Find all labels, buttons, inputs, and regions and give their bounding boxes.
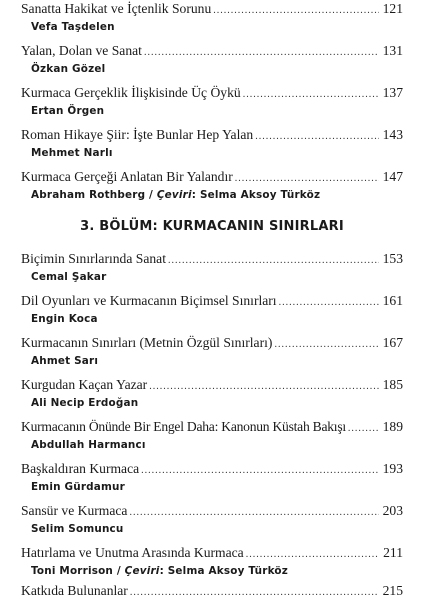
toc-entry-page: 153 (382, 251, 403, 266)
toc-entry-author: Cemal Şakar (31, 271, 107, 283)
toc-entry-title: Sansür ve Kurmaca (21, 503, 128, 518)
toc-entry (21, 168, 403, 210)
author-name: Toni Morrison / (31, 565, 125, 577)
toc-part-2 (21, 0, 403, 210)
toc-entry-title: Katkıda Bulunanlar (21, 583, 128, 598)
toc-entry-page: 143 (382, 127, 403, 142)
toc-entry-page: 211 (383, 545, 403, 560)
toc-entry-author: Emin Gürdamur (31, 481, 125, 493)
toc-entry-author: Vefa Taşdelen (31, 21, 115, 33)
toc-entry-author: Ali Necip Erdoğan (31, 397, 139, 409)
toc-entry-page: 121 (382, 1, 403, 16)
toc-entry (21, 334, 403, 376)
toc-entry-author (21, 188, 403, 202)
toc-entry-author (21, 564, 403, 578)
toc-entry-page: 193 (382, 461, 403, 476)
dot-leader (168, 252, 379, 270)
dot-leader (129, 504, 379, 522)
dot-leader (144, 44, 379, 62)
toc-entry (21, 42, 403, 84)
dot-leader (243, 86, 379, 104)
dot-leader (141, 462, 379, 480)
toc-entry-title: Kurmaca Gerçeği Anlatan Bir Yalandır (21, 169, 233, 184)
toc-entry-title: Kurmacanın Sınırları (Metnin Özgül Sınırları) (21, 335, 273, 350)
dot-leader (246, 546, 379, 564)
dot-leader (255, 128, 379, 146)
toc-entry-page: 203 (382, 503, 403, 518)
dot-leader (274, 336, 379, 354)
dot-leader (279, 294, 379, 312)
author-name: Abraham Rothberg / (31, 189, 157, 201)
translator-name: : Selma Aksoy Türköz (191, 189, 321, 201)
dot-leader (130, 584, 379, 602)
toc-contributors (21, 582, 403, 600)
toc-entry-page: 147 (382, 169, 403, 184)
toc-entry (21, 460, 403, 502)
toc-entry-author: Özkan Gözel (31, 63, 106, 75)
toc-part-3 (21, 250, 403, 586)
toc-entry-page: 185 (382, 377, 403, 392)
dot-leader (149, 378, 379, 396)
toc-entry-title: Kurmaca Gerçeklik İlişkisinde Üç Öykü (21, 85, 241, 100)
translation-label: Çeviri (124, 565, 160, 577)
toc-entry-author: Abdullah Harmancı (31, 439, 146, 451)
toc-entry (21, 544, 403, 586)
toc-entry (21, 250, 403, 292)
toc-entry-page: 189 (382, 419, 403, 434)
toc-entry (21, 418, 403, 460)
toc-entry (21, 376, 403, 418)
toc-entry-author: Engin Koca (31, 313, 98, 325)
toc-entry-title: Biçimin Sınırlarında Sanat (21, 251, 166, 266)
dot-leader (213, 2, 379, 20)
toc-entry-title: Dil Oyunları ve Kurmacanın Biçimsel Sınırları (21, 293, 277, 308)
toc-entry-title: Sanatta Hakikat ve İçtenlik Sorunu (21, 1, 212, 16)
dot-leader (348, 420, 379, 438)
translation-label: Çeviri (156, 189, 192, 201)
dot-leader (235, 170, 379, 188)
toc-entry (21, 0, 403, 42)
toc-entry-title: Yalan, Dolan ve Sanat (21, 43, 142, 58)
toc-entry (21, 292, 403, 334)
toc-entry-title: Roman Hikaye Şiir: İşte Bunlar Hep Yalan (21, 127, 254, 142)
section-heading: 3. BÖLÜM: KURMACANIN SINIRLARI (80, 219, 344, 234)
toc-entry-title: Hatırlama ve Unutma Arasında Kurmaca (21, 545, 244, 560)
toc-entry-page: 167 (382, 335, 403, 350)
toc-entry-author: Selim Somuncu (31, 523, 124, 535)
toc-entry-title: Kurmacanın Önünde Bir Engel Daha: Kanonun Küstah Bakışı (21, 419, 346, 434)
translator-name: : Selma Aksoy Türköz (159, 565, 289, 577)
toc-entry-author: Mehmet Narlı (31, 147, 113, 159)
toc-entry-title: Başkaldıran Kurmaca (21, 461, 140, 476)
toc-entry (21, 502, 403, 544)
toc-entry-page: 161 (382, 293, 403, 308)
toc-entry-author: Ahmet Sarı (31, 355, 99, 367)
toc-entry (21, 126, 403, 168)
toc-entry-page: 131 (382, 43, 403, 58)
toc-entry (21, 84, 403, 126)
toc-entry-page: 137 (382, 85, 403, 100)
toc-entry-title: Kurgudan Kaçan Yazar (21, 377, 148, 392)
toc-entry-author: Ertan Örgen (31, 105, 105, 117)
toc-entry-page: 215 (382, 583, 403, 598)
